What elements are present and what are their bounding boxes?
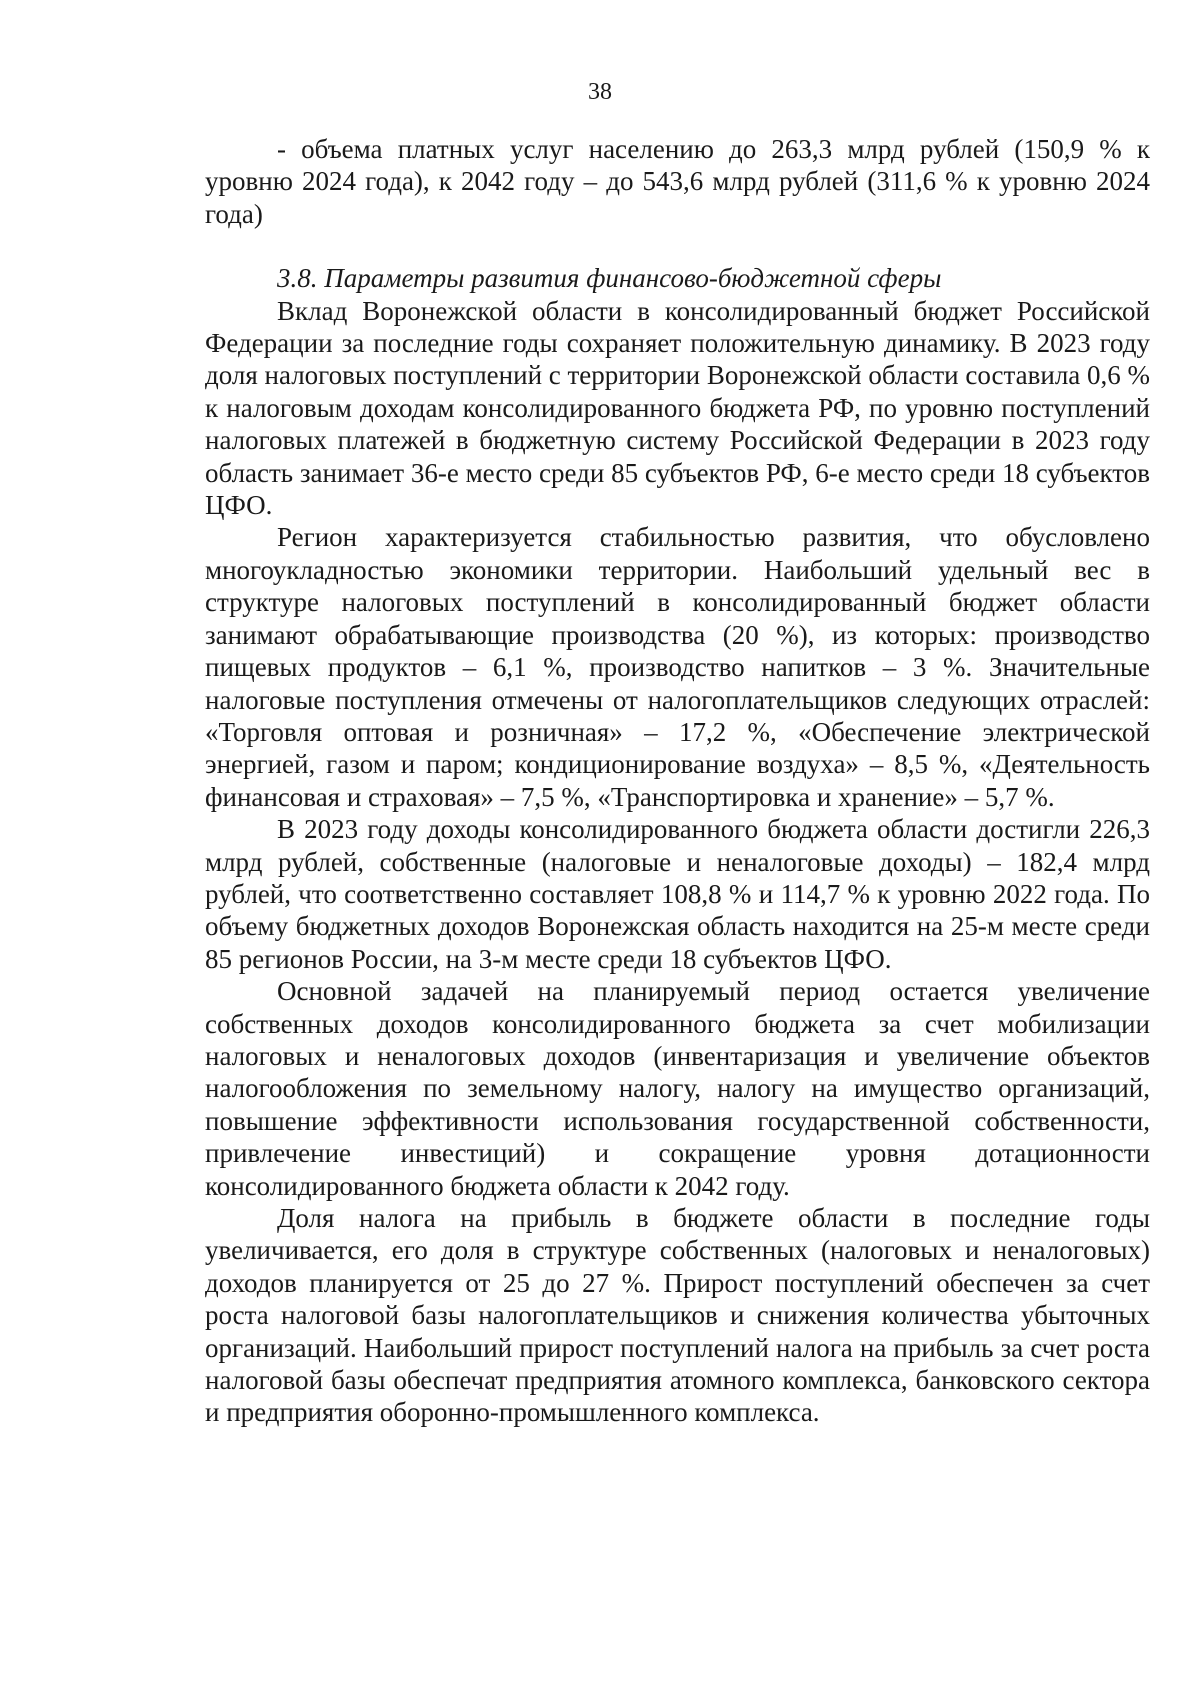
document-body [205,133,1150,1429]
intro-paragraph: - объема платных услуг населению до 263,3 млрд рублей (150,9 % к уровню 2024 года), к 2042 году – до 543,6 млрд рублей (311,6 % к уровню 2024 года) [205,134,1150,229]
paragraph-main-task: Основной задачей на планируемый период остается увеличение собственных доходов консолидированного бюджета за счет мобилизации налоговых и неналоговых доходов (инвентаризация и увеличение объектов налогообложения по земельному налогу, налогу на имущество организаций, повышение эффективности использования государственной собственности, привлечение инвестиций) и сокращение уровня дотационности консолидированного бюджета области к 2042 году. [205,976,1150,1201]
paragraph-profit-tax: Доля налога на прибыль в бюджете области в последние годы увеличивается, его доля в структуре собственных (налоговых и неналоговых) доходов планируется от 25 до 27 %. Прирост поступлений обеспечен за счет роста налоговой базы налогоплательщиков и снижения количества убыточных организаций. Наибольший прирост поступлений налога на прибыль за счет роста налоговой базы обеспечат предприятия атомного комплекса, банковского сектора и предприятия оборонно-промышленного комплекса. [205,1203,1150,1428]
paragraph-budget-revenue: В 2023 году доходы консолидированного бюджета области достигли 226,3 млрд рублей, собственные (налоговые и неналоговые доходы) – 182,4 млрд рублей, что соответственно составляет 108,8 % и 114,7 % к уровню 2022 года. По объему бюджетных доходов Воронежская область находится на 25-м месте среди 85 регионов России, на 3-м месте среди 18 субъектов ЦФО. [205,814,1150,974]
section-heading: 3.8. Параметры развития финансово-бюджетной сферы [277,263,942,294]
paragraph-tax-structure: Регион характеризуется стабильностью развития, что обусловлено многоукладностью экономики территории. Наибольший удельный вес в структуре налоговых поступлений в консолидированный бюджет области занимают обрабатывающие производства (20 %), из которых: производство пищевых продуктов – 6,1 %, производство напитков – 3 %. Значительные налоговые поступления отмечены от налогоплательщиков следующих отраслей: «Торговля оптовая и розничная» – 17,2 %, «Обеспечение электрической энергией, газом и паром; кондиционирование воздуха» – 8,5 %, «Деятельность финансовая и страховая» – 7,5 %, «Транспортировка и хранение» – 5,7 %. [205,522,1150,812]
page-number: 38 [588,79,612,105]
paragraph-contribution: Вклад Воронежской области в консолидированный бюджет Российской Федерации за последние годы сохраняет положительную динамику. В 2023 году доля налоговых поступлений с территории Воронежской области составила 0,6 % к налоговым доходам консолидированного бюджета РФ, по уровню поступлений налоговых платежей в бюджетную систему Российской Федерации в 2023 году область занимает 36-е место среди 85 субъектов РФ, 6-е место среди 18 субъектов ЦФО. [205,295,1151,521]
